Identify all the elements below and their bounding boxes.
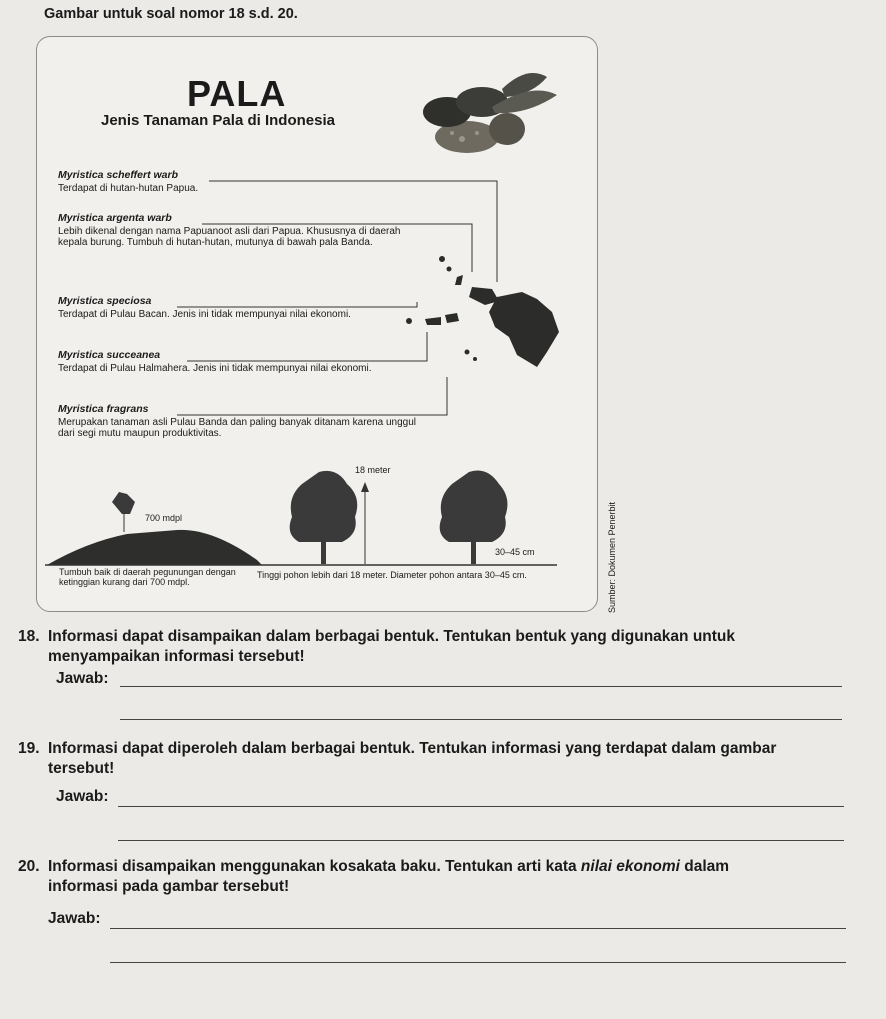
growth-conditions-illustration	[37, 462, 597, 582]
species-name-4: Myristica succeanea	[58, 349, 161, 361]
species-name-3: Myristica speciosa	[58, 295, 152, 307]
size-note: Tinggi pohon lebih dari 18 meter. Diameter pohon antara 30–45 cm.	[257, 570, 527, 580]
question-text: Informasi dapat diperoleh dalam berbagai bentuk. Tentukan informasi yang terdapat dalam gambar	[48, 740, 777, 757]
question-text-cont: menyampaikan informasi tersebut!	[48, 648, 305, 665]
species-name-5: Myristica fragrans	[58, 403, 149, 415]
question-text-cont: informasi pada gambar tersebut!	[48, 878, 290, 895]
question-number: 18.	[18, 628, 40, 645]
altitude-label: 700 mdpl	[145, 513, 183, 523]
species-desc-4: Terdapat di Pulau Halmahera. Jenis ini tidak mempunyai nilai ekonomi.	[58, 363, 372, 374]
tree-height-label: 18 meter	[355, 465, 391, 475]
question-19	[18, 739, 854, 779]
question-text: Informasi dapat disampaikan dalam berbagai bentuk. Tentukan bentuk yang digunakan untuk	[48, 628, 736, 645]
species-name-1: Myristica scheffert warb	[58, 169, 179, 181]
question-18	[18, 627, 854, 667]
intro-text: Gambar untuk soal nomor 18 s.d. 20.	[44, 6, 298, 22]
question-number: 19.	[18, 740, 40, 757]
answer-label-20: Jawab:	[48, 910, 101, 927]
species-desc-1: Terdapat di hutan-hutan Papua.	[58, 183, 199, 194]
nutmeg-infographic	[36, 36, 617, 613]
species-desc-3: Terdapat di Pulau Bacan. Jenis ini tidak mempunyai nilai ekonomi.	[58, 309, 351, 320]
answer-line-20a[interactable]	[110, 928, 846, 929]
species-desc-5: Merupakan tanaman asli Pulau Banda dan paling banyak ditanam karena unggul dari segi mutu maupun produktivitas.	[58, 417, 417, 439]
species-desc-2: Lebih dikenal dengan nama Papuanoot asli dari Papua. Khususnya di daerah kepala burung. Tumbuh di hutan-hutan, mutunya di bawah pala Banda.	[58, 226, 401, 248]
source-credit: Sumber: Dokumen Penerbit	[607, 501, 617, 613]
answer-line-18b[interactable]	[120, 719, 842, 720]
figure-subtitle: Jenis Tanaman Pala di Indonesia	[101, 112, 335, 129]
question-number: 20.	[18, 858, 40, 875]
species-name-2: Myristica argenta warb	[58, 212, 172, 224]
trunk-diameter-label: 30–45 cm	[495, 547, 535, 557]
figure-title: PALA	[187, 73, 287, 114]
question-text: Informasi disampaikan menggunakan kosakata baku. Tentukan arti kata	[48, 858, 581, 875]
question-text-cont: tersebut!	[48, 760, 115, 777]
answer-line-19a[interactable]	[118, 806, 844, 807]
answer-line-18a[interactable]	[120, 686, 842, 687]
answer-label-18: Jawab:	[56, 670, 109, 687]
question-text-end: dalam	[679, 858, 730, 875]
answer-line-20b[interactable]	[110, 962, 846, 963]
answer-line-19b[interactable]	[118, 840, 844, 841]
growth-note: Tumbuh baik di daerah pegunungan dengan ketinggian kurang dari 700 mdpl.	[59, 567, 236, 587]
eastern-indonesia-map	[397, 237, 567, 377]
question-20	[18, 857, 854, 897]
question-term: nilai ekonomi	[580, 858, 680, 875]
answer-label-19: Jawab:	[56, 788, 109, 805]
